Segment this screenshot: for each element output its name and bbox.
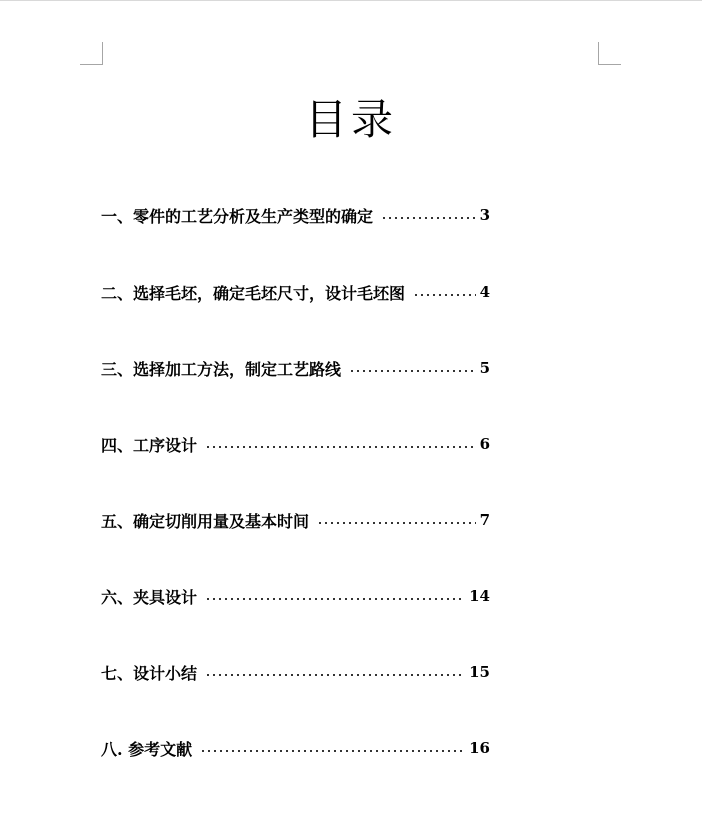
toc-leader-dots	[205, 674, 465, 676]
toc-leader-dots	[205, 598, 465, 600]
toc-entry[interactable]	[101, 356, 490, 380]
toc-entry[interactable]	[101, 584, 490, 608]
toc-entry-label: 二、选择毛坯，确定毛坯尺寸，设计毛坯图	[101, 283, 406, 303]
page-title: 目录	[304, 95, 397, 145]
toc-leader-dots	[413, 294, 476, 296]
toc-entry[interactable]	[101, 280, 490, 304]
toc-page-number: 3	[479, 206, 490, 224]
toc-entry[interactable]	[101, 508, 490, 532]
crop-mark-top-left	[80, 42, 103, 65]
toc-page-number: 16	[469, 739, 490, 757]
toc-page-number: 15	[469, 663, 490, 681]
toc-page-number: 14	[469, 587, 490, 605]
page-top-border	[0, 0, 702, 1]
crop-mark-top-right	[598, 42, 621, 65]
toc-leader-dots	[381, 217, 476, 219]
toc-leader-dots	[205, 446, 476, 448]
toc-page-number: 5	[479, 359, 490, 377]
toc-entry[interactable]	[101, 203, 490, 227]
toc-page-number: 4	[479, 283, 490, 301]
toc-leader-dots	[200, 750, 465, 752]
toc-leader-dots	[349, 370, 476, 372]
toc-entry[interactable]	[101, 432, 490, 456]
toc-leader-dots	[317, 522, 476, 524]
toc-entry[interactable]	[101, 660, 490, 684]
toc-entry-label: 七、设计小结	[101, 663, 198, 683]
toc-entry-label: 一、零件的工艺分析及生产类型的确定	[101, 206, 374, 226]
toc-entry-label: 四、工序设计	[101, 435, 198, 455]
toc-entry-label: 六、夹具设计	[101, 587, 198, 607]
toc-entry-label: 三、选择加工方法，制定工艺路线	[101, 359, 342, 379]
toc-entry-label: 五、确定切削用量及基本时间	[101, 511, 310, 531]
toc-page-number: 7	[479, 511, 490, 529]
toc-entry-label: 八. 参考文献	[101, 739, 193, 759]
toc-entry[interactable]	[101, 736, 490, 760]
toc-page-number: 6	[479, 435, 490, 453]
